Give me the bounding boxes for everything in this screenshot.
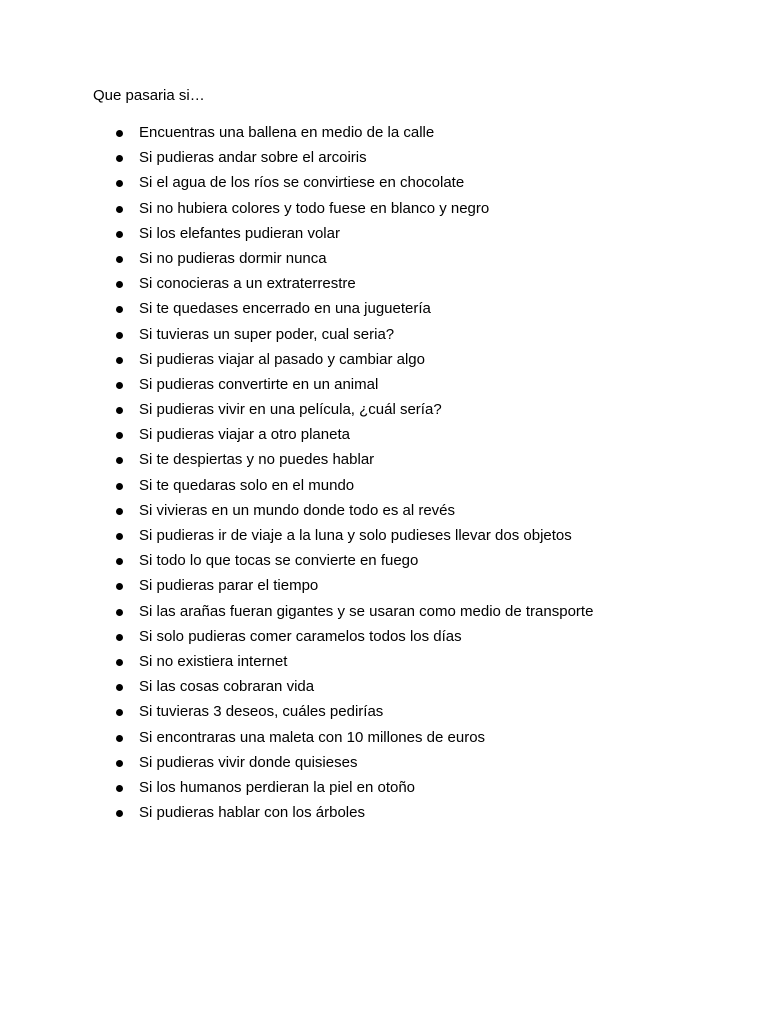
list-item-text: Si te quedases encerrado en una juguetería — [139, 300, 431, 318]
bullet-icon — [116, 533, 123, 540]
list-item-text: Si no existiera internet — [139, 652, 288, 670]
list-item-text: Si no pudieras dormir nunca — [139, 249, 327, 267]
list-item-text: Si pudieras hablar con los árboles — [139, 804, 365, 822]
bullet-icon — [116, 206, 123, 213]
list-item-text: Si las arañas fueran gigantes y se usaran como medio de transporte — [139, 602, 594, 620]
list-item-text: Encuentras una ballena en medio de la calle — [139, 124, 435, 141]
list-item-text: Si te despiertas y no puedes hablar — [139, 451, 375, 469]
list-item-text: Si las cosas cobraran vida — [139, 678, 315, 696]
bullet-icon — [116, 583, 123, 590]
bullet-icon — [116, 810, 123, 817]
bullet-icon — [116, 155, 123, 162]
list-item-text: Si pudieras parar el tiempo — [139, 577, 319, 595]
bullet-icon — [116, 684, 123, 691]
list-item-text: Si solo pudieras comer caramelos todos los días — [139, 627, 462, 645]
bullet-icon — [116, 281, 123, 288]
bullet-icon — [116, 332, 123, 339]
list-item-text: Si pudieras andar sobre el arcoiris — [139, 149, 367, 167]
list-item-text: Si los humanos perdieran la piel en otoño — [139, 778, 416, 796]
list-item-text: Si tuvieras un super poder, cual seria? — [139, 325, 395, 343]
list-item-text: Si pudieras vivir en una película, ¿cuál sería? — [139, 401, 442, 419]
list-item-text: Si te quedaras solo en el mundo — [139, 476, 355, 494]
bullet-icon — [116, 407, 123, 414]
list-item-text: Si pudieras convertirte en un animal — [139, 375, 379, 393]
bullet-icon — [116, 432, 123, 439]
list-item-text: Si encontraras una maleta con 10 millones de euros — [139, 728, 486, 746]
list-item-text: Si pudieras viajar a otro planeta — [139, 426, 350, 444]
list-item-text: Si vivieras en un mundo donde todo es al revés — [139, 501, 456, 519]
document-heading: Que pasaria si… — [93, 87, 205, 104]
bullet-icon — [116, 508, 123, 515]
list-item-text: Si conocieras a un extraterrestre — [139, 275, 356, 293]
bullet-icon — [116, 760, 123, 767]
bullet-icon — [116, 483, 123, 490]
list-item-text: Si no hubiera colores y todo fuese en blanco y negro — [139, 199, 490, 217]
list-item-text: Si el agua de los ríos se convirtiese en chocolate — [139, 174, 465, 192]
bullet-icon — [116, 306, 123, 313]
bullet-icon — [116, 785, 123, 792]
bullet-icon — [116, 382, 123, 389]
list-item-text: Si los elefantes pudieran volar — [139, 224, 340, 242]
bullet-icon — [116, 634, 123, 641]
list-item-text: Si pudieras vivir donde quisieses — [139, 753, 358, 771]
bullet-icon — [116, 558, 123, 565]
list-item-text: Si todo lo que tocas se convierte en fuego — [139, 552, 419, 570]
bullet-icon — [116, 231, 123, 238]
list-item-text: Si pudieras viajar al pasado y cambiar algo — [139, 350, 425, 368]
bullet-icon — [116, 180, 123, 187]
bullet-icon — [116, 457, 123, 464]
list-item-text: Si pudieras ir de viaje a la luna y solo pudieses llevar dos objetos — [139, 527, 572, 544]
list-item-text: Si tuvieras 3 deseos, cuáles pedirías — [139, 703, 384, 721]
bullet-icon — [116, 659, 123, 666]
bullet-icon — [116, 735, 123, 742]
bullet-icon — [116, 130, 123, 137]
bullet-icon — [116, 357, 123, 364]
bullet-icon — [116, 609, 123, 616]
bullet-icon — [116, 709, 123, 716]
bullet-icon — [116, 256, 123, 263]
